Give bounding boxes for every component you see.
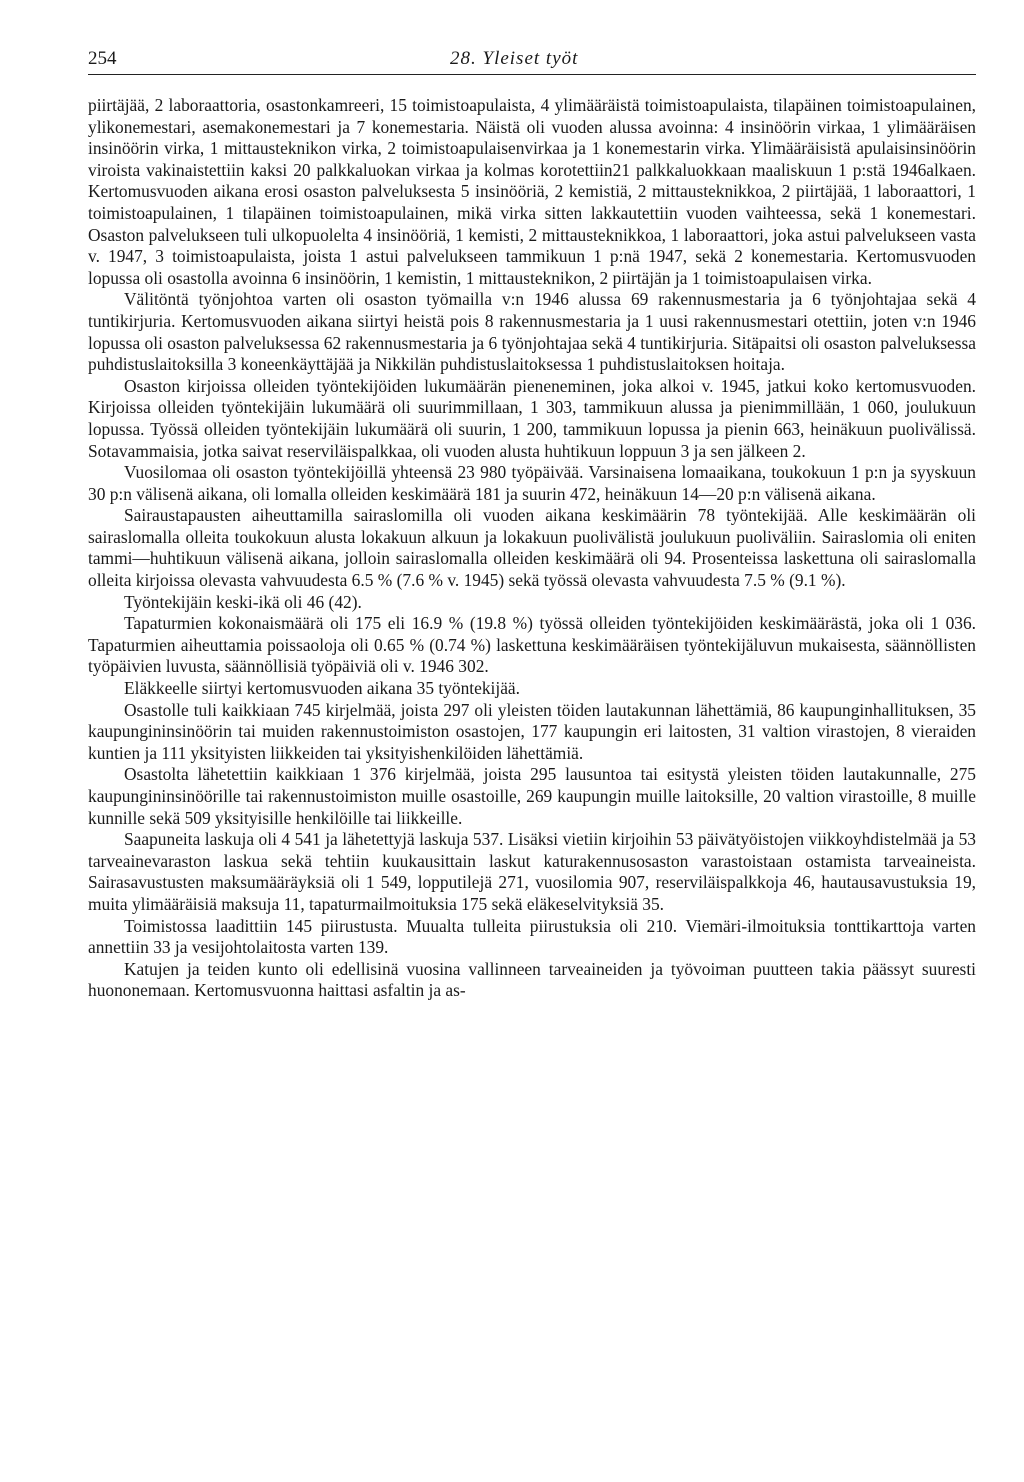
paragraph: Katujen ja teiden kunto oli edellisinä vuosina vallinneen tarveaineiden ja työvoiman puutteen takia päässyt suuresti huononemaan. Kertomusvuonna haittasi asfaltin ja as- bbox=[88, 958, 976, 1001]
paragraph: Sairaustapausten aiheuttamilla sairaslomilla oli vuoden aikana keskimäärin 78 työntekijää. Alle keskimäärän oli sairaslomalla olleita toukokuun alusta lokakuun alkuun ja lokakuun puolivälistä joulukuun puoliväliin. Sairaslomia oli eniten tammi—huhtikuun välisenä aikana, jolloin sairaslomalla olleiden keskimäärä oli 94. Prosenteissa laskettuna oli sairaslomalla olleita kirjoissa olevasta vahvuudesta 6.5 % (7.6 % v. 1945) sekä työssä olevasta vahvuudesta 7.5 % (9.1 %). bbox=[88, 505, 976, 591]
running-head: 28. Yleiset työt bbox=[450, 48, 579, 69]
paragraph: Työntekijäin keski-ikä oli 46 (42). bbox=[124, 591, 362, 612]
paragraph: Vuosilomaa oli osaston työntekijöillä yhteensä 23 980 työpäivää. Varsinaisena lomaaikana, toukokuun 1 p:n ja syyskuun 30 p:n välisenä aikana, oli lomalla olleiden keskimäärä 181 ja suurin 472, heinäkuun 14—20 p:n välisenä aikana. bbox=[88, 462, 976, 504]
paragraph: Toimistossa laadittiin 145 piirustusta. Muualta tulleita piirustuksia oli 210. Viemäri-ilmoituksia tonttikarttoja varten annettiin 33 ja vesijohtolaitosta varten 139. bbox=[88, 915, 976, 958]
paragraph: Osaston kirjoissa olleiden työntekijöiden lukumäärän pieneneminen, joka alkoi v. 1945, jatkui koko kertomusvuoden. Kirjoissa olleiden työntekijäin lukumäärä oli suurimmillaan, 1 303, tammikuun alussa ja pienimmillään, 1 060, joulukuun lopussa. Työssä olleiden työntekijäin lukumäärä oli suurin, 1 200, tammikuun lopussa ja pienin 663, heinäkuun puolivälissä. Sotavammaisia, jotka saivat reserviläispalkkaa, oli vuoden alusta huhtikuun loppuun 3 ja sen jälkeen 2. bbox=[88, 375, 976, 461]
paragraph: Saapuneita laskuja oli 4 541 ja lähetettyjä laskuja 537. Lisäksi vietiin kirjoihin 53 päivätyöistojen viikkoyhdistelmää ja 53 tarveainevaraston laskua sekä tehtiin kuukausittain laskut katurakennusosaston varastoistaan ostamista tarveaineista. Sairasavustusten maksumääräyksiä oli 1 549, lopputilejä 271, vuosilomia 907, reserviläispalkkoja 46, hautausavustuksia 19, muita ylimääräisiä maksuja 11, tapaturmailmoituksia 175 sekä eläkeselvityksiä 35. bbox=[88, 829, 976, 914]
body-text bbox=[88, 95, 976, 1002]
page-number: 254 bbox=[88, 48, 117, 69]
document-page bbox=[88, 48, 976, 1002]
paragraph: Eläkkeelle siirtyi kertomusvuoden aikana 35 työntekijää. bbox=[124, 678, 521, 699]
paragraph: Tapaturmien kokonaismäärä oli 175 eli 16.9 % (19.8 %) työssä olleiden työntekijöiden keskimäärästä, joka oli 1 036. Tapaturmien aiheuttamia poissaoloja oli 0.65 % (0.74 %) laskettuna keskimääräisen työntekijäluvun mukaisesta, säännöllisten työpäivien luvusta, säännöllisiä työpäiviä oli v. 1946 302. bbox=[88, 613, 976, 677]
paragraph: Osastolle tuli kaikkiaan 745 kirjelmää, joista 297 oli yleisten töiden lautakunnan lähettämiä, 86 kaupunginhallituksen, 35 kaupungininsinöörin tai muiden rakennustoimiston osastojen, 177 kaupungin eri laitosten, 31 valtion virastojen, 8 vieraiden kuntien ja 111 yksityisten liikkeiden tai yksityishenkilöiden lähettämiä. bbox=[88, 699, 976, 763]
page-header bbox=[88, 48, 976, 75]
paragraph: Osastolta lähetettiin kaikkiaan 1 376 kirjelmää, joista 295 lausuntoa tai esitystä yleisten töiden lautakunnalle, 275 kaupungininsinöörille tai rakennustoimiston muille osastoille, 269 kaupungin muille laitoksille, 20 valtion virastoille, 8 muille kunnille sekä 509 yksityisille henkilöille tai liikkeille. bbox=[88, 764, 976, 828]
paragraph: Välitöntä työnjohtoa varten oli osaston työmailla v:n 1946 alussa 69 rakennusmestaria ja 6 työnjohtajaa sekä 4 tuntikirjuria. Kertomusvuoden aikana siirtyi heistä pois 8 rakennusmestaria ja 1 uusi rakennusmestari otettiin, joten v:n 1946 lopussa oli osaston palveluksessa 62 rakennusmestaria ja 6 työnjohtajaa sekä 4 tuntikirjuria. Sitäpaitsi oli osaston palveluksessa puhdistuslaitoksilla 3 koneenkäyttäjää ja Nikkilän puhdistuslaitoksessa 1 puhdistuslaitoksen hoitaja. bbox=[88, 289, 976, 375]
paragraph: piirtäjää, 2 laboraattoria, osastonkamreeri, 15 toimistoapulaista, 4 ylimääräistä toimistoapulaista, tilapäinen toimistoapulainen, ylikonemestari, asemakonemestari ja 7 konemestaria. Näistä oli vuoden alussa avoinna: 4 insinöörin virkaa, 1 ylimääräisen insinöörin virka, 1 mittausteknikon virka, 2 toimistoapulaisenvirkaa ja 1 konemestarin virka. Ylimääräisistä apulaisinsinöörin viroista vakinaistettiin kaksi 20 palkkaluokan virkaa ja kolmas korotettiin21 palkkaluokkaan maaliskuun 1 p:stä 1946alkaen. Kertomusvuoden aikana erosi osaston palveluksesta 5 insinööriä, 2 kemistiä, 2 mittausteknikkoa, 2 piirtäjää, 1 laboraattori, 1 toimistoapulainen, 1 tilapäinen toimistoapulainen, mikä virka sitten lakkautettiin vuoden vaihteessa, sekä 1 konemestari. Osaston palvelukseen tuli ulkopuolelta 4 insinööriä, 1 kemisti, 2 mittausteknikkoa, 1 laboraattori, joka astui palvelukseen vasta v. 1947, 3 toimistoapulaista, joista 1 astui palvelukseen tammikuun 1 p:nä 1947, sekä 2 konemestaria. Kertomusvuoden lopussa oli osastolla avoinna 6 insinöörin, 1 kemistin, 1 mittausteknikon, 2 piirtäjän ja 1 toimistoapulaisen virka. bbox=[88, 95, 976, 288]
